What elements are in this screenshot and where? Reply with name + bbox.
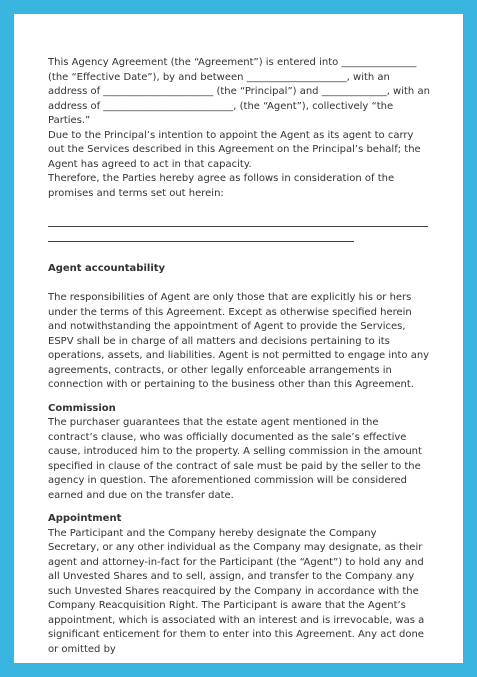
blank-terms-line-1: [48, 216, 430, 231]
section-heading-commission: Commission: [48, 402, 116, 414]
section-body-appointment: The Participant and the Company hereby designate the Company Secretary, or any other individual as the Company may designate, as their agent and attorney-in-fact for the Participant (the “Agent”) to hold any and all Unvested Shares and to sell, assign, and transfer to the Company any such Unvested Shares reacquired by the Company in accordance with the Company Reacquisition Right. The Participant is aware that the Agent’s appointment, which is associated with an interest and is irrevocable, was a significant enticement for them to enter into this Agreement. Any act done or omitted by: [48, 527, 425, 655]
document-content: [48, 56, 430, 657]
section-heading-agent-accountability: Agent accountability: [48, 262, 166, 274]
intro-purpose-paragraph: Due to the Principal’s intention to appoint the Agent as its agent to carry out the Services described in this Agreement on the Principal’s behalf; the Agent has agreed to act in that capacity.: [48, 129, 421, 170]
section-body-commission: The purchaser guarantees that the estate agent mentioned in the contract’s clause, who was officially documented as the sale’s effective cause, introduced him to the property. A selling commission in the amount specified in clause of the contract of sale must be paid by the seller to the agency in question. The aforementioned commission will be considered earned and due on the transfer date.: [48, 417, 422, 501]
section-heading-appointment: Appointment: [48, 513, 122, 524]
intro-therefore-paragraph: Therefore, the Parties hereby agree as follows in consideration of the promises and terms set out herein:: [48, 173, 395, 199]
blank-terms-line-2: [48, 230, 430, 245]
document-page: [14, 14, 463, 663]
intro-opening-paragraph: This Agency Agreement (the “Agreement”) is entered into _______________ (the “Effective Date”), by and between ____________________, with an address of ______________________ (the “Principal”) and _____________, with an address of __________________________, (the “Agent”), collectively “the Parties.”: [48, 57, 430, 126]
section-body-agent-accountability: The responsibilities of Agent are only those that are explicitly his or hers under the terms of this Agreement. Except as otherwise specified herein and notwithstanding the appointment of Agent to provide the Services, ESPV shall be in charge of all matters and decisions pertaining to its operations, assets, and liabilities. Agent is not permitted to engage into any agreements, contracts, or other legally enforceable arrangements in connection with or pertaining to the business other than this Agreement.: [48, 292, 430, 390]
